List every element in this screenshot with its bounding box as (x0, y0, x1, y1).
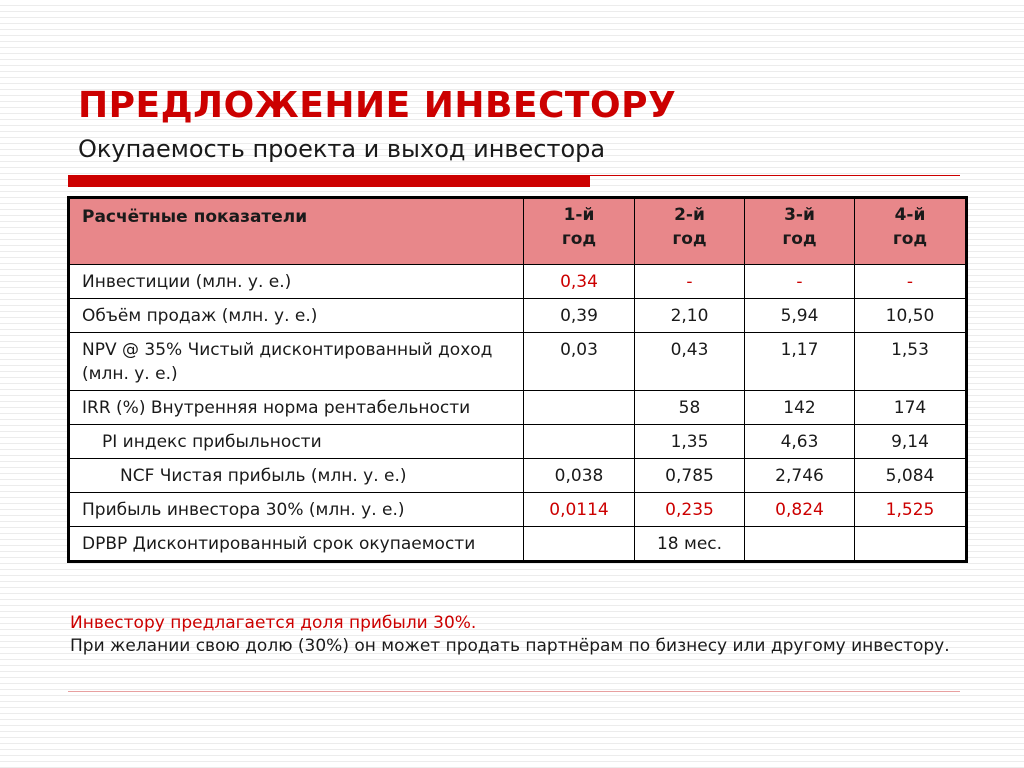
cell-value: 0,34 (524, 265, 635, 299)
cell-value: 142 (745, 391, 855, 425)
header-year-3: 3-й год (745, 198, 855, 265)
cell-value: - (635, 265, 745, 299)
cell-value: 58 (635, 391, 745, 425)
cell-value: 1,53 (855, 333, 967, 391)
row-label: Прибыль инвестора 30% (млн. у. е.) (69, 493, 524, 527)
row-label: PI индекс прибыльности (69, 425, 524, 459)
cell-value: 18 мес. (635, 527, 745, 562)
note-offer-line: Инвестору предлагается доля прибыли 30%. (70, 613, 477, 633)
cell-value (524, 527, 635, 562)
header-year-2: 2-й год (635, 198, 745, 265)
cell-value: 0,43 (635, 333, 745, 391)
table-row-investor-profit (69, 493, 967, 527)
cell-value: 0,235 (635, 493, 745, 527)
title-divider-thick (68, 175, 590, 187)
cell-value: 0,03 (524, 333, 635, 391)
table-row-dpbp (69, 527, 967, 562)
cell-value: 0,0114 (524, 493, 635, 527)
row-label: NPV @ 35% Чистый дисконтированный доход (млн. у. е.) (69, 333, 524, 391)
cell-value: 1,35 (635, 425, 745, 459)
investment-metrics-table (67, 196, 968, 563)
cell-value: 1,17 (745, 333, 855, 391)
row-label: NCF Чистая прибыль (млн. у. е.) (69, 459, 524, 493)
cell-value: 4,63 (745, 425, 855, 459)
table-row-pi (69, 425, 967, 459)
slide-title: ПРЕДЛОЖЕНИЕ ИНВЕСТОРУ (78, 85, 677, 126)
cell-value (745, 527, 855, 562)
cell-value: - (855, 265, 967, 299)
table-row-sales-volume (69, 299, 967, 333)
cell-value (855, 527, 967, 562)
slide-subtitle: Окупаемость проекта и выход инвестора (78, 135, 606, 163)
row-label: Инвестиции (млн. у. е.) (69, 265, 524, 299)
cell-value: 0,038 (524, 459, 635, 493)
table-header-row (69, 198, 967, 265)
cell-value: 0,39 (524, 299, 635, 333)
row-label: Объём продаж (млн. у. е.) (69, 299, 524, 333)
cell-value (524, 425, 635, 459)
header-year-4: 4-й год (855, 198, 967, 265)
cell-value: 174 (855, 391, 967, 425)
cell-value: 10,50 (855, 299, 967, 333)
table-row-irr (69, 391, 967, 425)
cell-value: - (745, 265, 855, 299)
table-row-npv (69, 333, 967, 391)
cell-value: 5,94 (745, 299, 855, 333)
header-year-1: 1-й год (524, 198, 635, 265)
note-resale-line: При желании свою долю (30%) он может продать партнёрам по бизнесу или другому инвестору. (70, 636, 950, 656)
cell-value: 0,785 (635, 459, 745, 493)
row-label: DPBP Дисконтированный срок окупаемости (69, 527, 524, 562)
cell-value: 9,14 (855, 425, 967, 459)
header-metrics-label: Расчётные показатели (69, 198, 524, 265)
cell-value: 1,525 (855, 493, 967, 527)
cell-value: 0,824 (745, 493, 855, 527)
cell-value: 2,10 (635, 299, 745, 333)
cell-value: 2,746 (745, 459, 855, 493)
table-row-ncf (69, 459, 967, 493)
table-row-investments (69, 265, 967, 299)
cell-value (524, 391, 635, 425)
row-label: IRR (%) Внутренняя норма рентабельности (69, 391, 524, 425)
bottom-divider (68, 691, 960, 692)
investor-note (70, 612, 950, 658)
cell-value: 5,084 (855, 459, 967, 493)
